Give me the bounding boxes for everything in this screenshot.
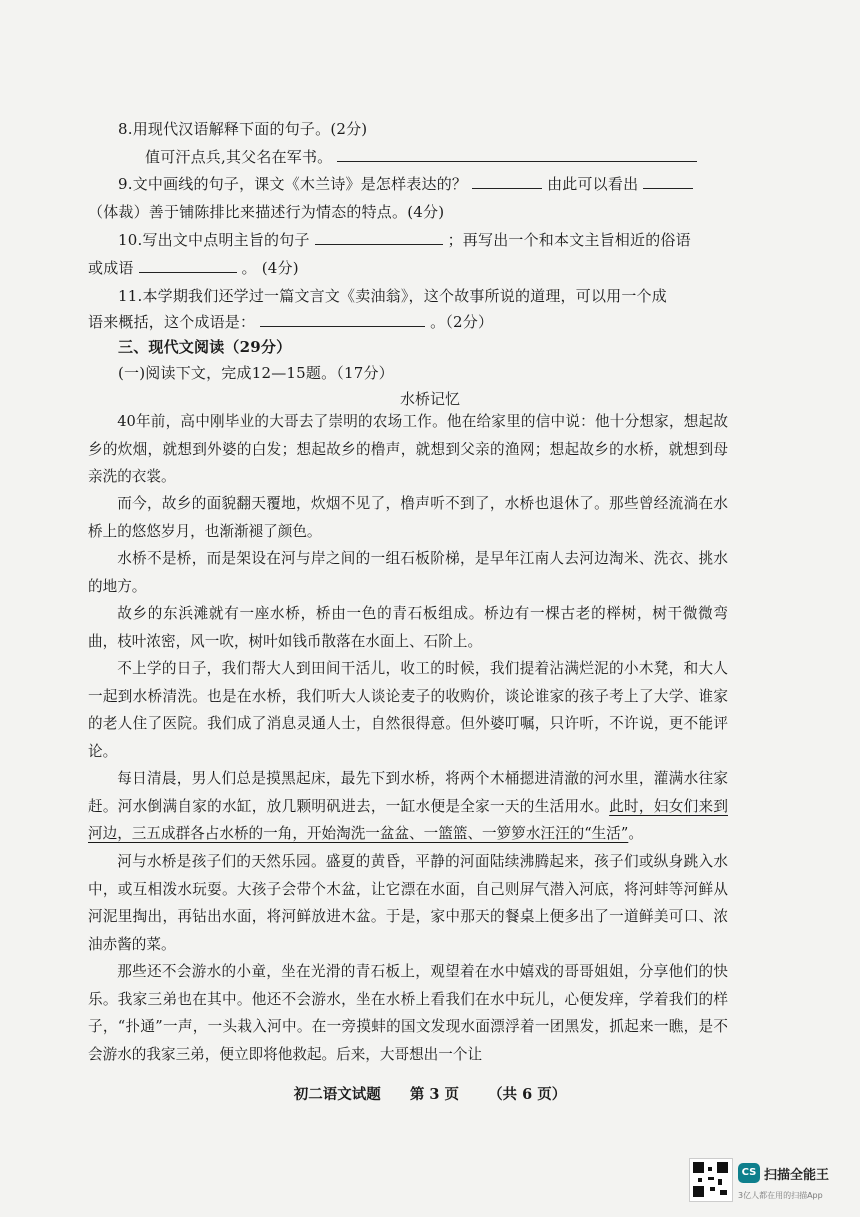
question-8-sentence (145, 146, 697, 167)
question-10-line2 (88, 257, 299, 278)
camscanner-logo-icon: CS (738, 1163, 760, 1183)
question-11-line2-a: 语来概括，这个成语是： (88, 313, 256, 331)
question-9-line2: （体裁）善于铺陈排比来描述行为情态的特点。(4分) (88, 203, 445, 221)
question-9-part2: 由此可以看出 (547, 175, 639, 193)
footer-total: （共 6 页） (488, 1086, 567, 1103)
section-subheading: (一)阅读下文，完成12—15题。（17分） (118, 364, 394, 382)
article-paragraph: 河与水桥是孩子们的天然乐园。盛夏的黄昏，平静的河面陆续沸腾起来，孩子们或纵身跳入水中，或互相泼水玩耍。大孩子会带个木盆，让它漂在水面，自己则屏气潜入河底，将河蚌等河鲜从河泥里掏出，再钻出水面，将河鲜放进木盆。于是，家中那天的餐桌上便多出了一道鲜美可口、浓油赤酱的菜。 (88, 853, 728, 953)
paragraph-6-text: 每日清晨，男人们总是摸黑起床，最先下到水桥，将两个木桶摁进清澈的河水里，灌满水往家赶。河水倒满自家的水缸，放几颗明矾进去，一缸水便是全家一天的生活用水。 (88, 770, 728, 815)
answer-blank-q10-a[interactable] (315, 230, 443, 245)
answer-blank-q8[interactable] (337, 147, 697, 162)
article-paragraph: 不上学的日子，我们帮大人到田间干活儿，收工的时候，我们提着沾满烂泥的小木凳，和大人一起到水桥清洗。也是在水桥，我们听大人谈论麦子的收购价，谈论谁家的孩子考上了大学、谁家的老人住了医院。我们成了消息灵通人士，自然很得意。但外婆叮嘱，只许听，不许说，更不能评论。 (88, 660, 728, 760)
question-11-line2-b: 。（2分） (430, 313, 494, 331)
answer-blank-q9-a[interactable] (472, 174, 542, 189)
question-9-part1: 9.文中画线的句子，课文《木兰诗》是怎样表达的？ (118, 175, 468, 193)
camscanner-name: 扫描全能王 (764, 1168, 830, 1183)
question-8-sentence-text: 值可汗点兵,其父名在军书。 (145, 148, 333, 166)
footer-page: 第 3 页 (409, 1086, 459, 1103)
qr-code-icon (689, 1158, 733, 1202)
answer-blank-q9-b[interactable] (643, 174, 693, 189)
section-heading: 三、现代文阅读（29分） (118, 338, 292, 356)
question-9-line1 (118, 173, 693, 194)
question-10-part1: 10.写出文中点明主旨的句子 (118, 231, 310, 249)
question-10-line2-b: 。 (4分) (241, 259, 299, 277)
footer-subject: 初二语文试题 (293, 1086, 381, 1103)
paragraph-6-end: 。 (628, 825, 643, 842)
article-paragraph: 故乡的东浜滩就有一座水桥，桥由一色的青石板组成。桥边有一棵古老的榉树，树干微微弯曲，枝叶浓密，风一吹，树叶如钱币散落在水面上、石阶上。 (88, 605, 728, 650)
answer-blank-q11[interactable] (260, 312, 425, 327)
article-paragraph: 40年前，高中刚毕业的大哥去了崇明的农场工作。他在给家里的信中说：他十分想家，想起故乡的炊烟，就想到外婆的白发；想起故乡的橹声，就想到父亲的渔网；想起故乡的水桥，就想到母亲洗的衣裳。 (88, 413, 728, 485)
camscanner-tagline: 3亿人都在用的扫描App (738, 1191, 823, 1200)
question-11-line2 (88, 311, 493, 332)
underlined-sentence: 此时，妇女们来到河边，三五成群各占水桥的一角，开始淘洗一盆盆、一篮篮、一箩箩水汪汪的“生活” (88, 797, 728, 842)
article-title: 水桥记忆 (399, 390, 460, 408)
question-10-part2: ；再写出一个和本文主旨相近的俗语 (447, 231, 691, 249)
article-paragraph-underlined (88, 765, 728, 848)
question-10-line2-a: 或成语 (88, 259, 134, 277)
article-paragraph: 而今，故乡的面貌翻天覆地，炊烟不见了，橹声听不到了，水桥也退休了。那些曾经流淌在水桥上的悠悠岁月，也渐渐褪了颜色。 (88, 495, 728, 540)
question-8: 8.用现代汉语解释下面的句子。(2分) (118, 120, 368, 138)
article-paragraph: 那些还不会游水的小童，坐在光滑的青石板上，观望着在水中嬉戏的哥哥姐姐，分享他们的快乐。我家三弟也在其中。他还不会游水，坐在水桥上看我们在水中玩儿，心便发痒，学着我们的样子，“扑通”一声，一头栽入河中。在一旁摸蚌的国文发现水面漂浮着一团黑发，抓起来一瞧，是不会游水的我家三弟，便立即将他救起。后来，大哥想出一个让 (88, 963, 728, 1063)
question-11-line1: 11.本学期我们还学过一篇文言文《卖油翁》，这个故事所说的道理，可以用一个成 (118, 287, 667, 305)
page-footer (0, 1083, 860, 1104)
answer-blank-q10-b[interactable] (139, 258, 237, 273)
article-paragraph: 水桥不是桥，而是架设在河与岸之间的一组石板阶梯，是早年江南人去河边淘米、洗衣、挑水的地方。 (88, 550, 728, 595)
question-10-line1 (118, 229, 691, 250)
